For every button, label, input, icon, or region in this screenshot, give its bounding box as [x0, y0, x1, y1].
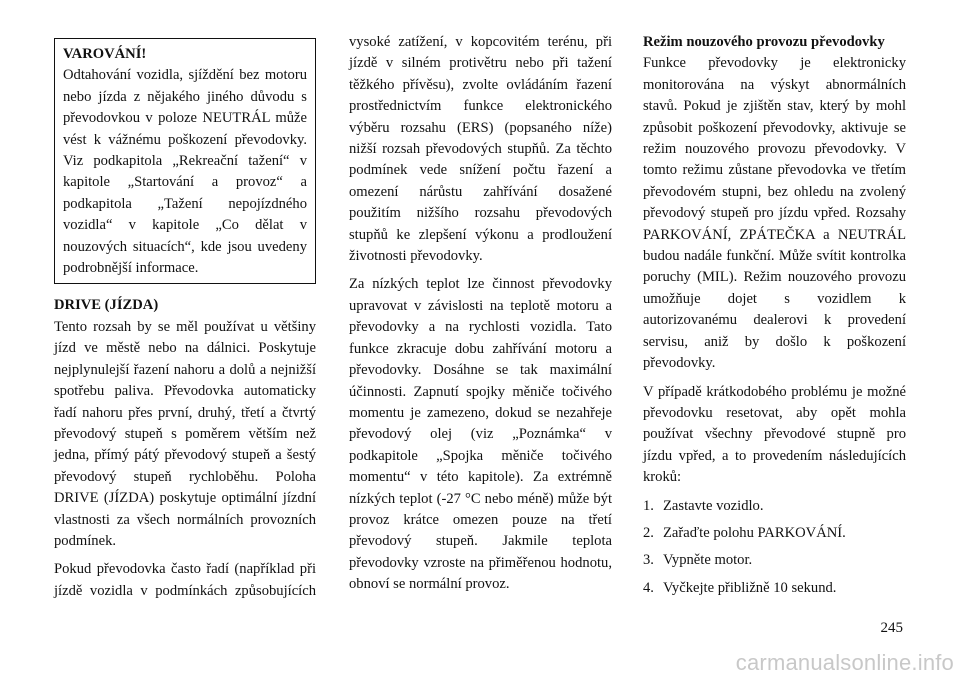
reset-steps-list	[643, 496, 906, 600]
list-item: 1. Zastavte vozidlo.	[643, 497, 764, 514]
limp-paragraph-1: Funkce převodovky je elektronicky monitorována na výskyt abnormálních stavů. Pokud je zjištěn stav, který by mohl způsobit poškození převodovky, aktivuje se režim nouzového provozu převodovky. V tomto režimu zůstane převodovka ve třetím převodovém stupni, bez ohledu na zvolený převodový stupeň pro jízdu vpřed. Rozsahy PARKOVÁNÍ, ZPÁTEČKA a NEUTRÁL budou nadále funkční. Může svítit kontrolka poruchy (MIL). Režim nouzového provozu umožňuje dojet s vozidlem k autorizovanému dealerovi k provedení servisu, aniž by došlo k poškození převodovky.	[643, 55, 906, 372]
column-right	[643, 32, 906, 605]
drive-heading: DRIVE (JÍZDA)	[54, 297, 159, 314]
column-left	[54, 32, 316, 609]
warning-text: Odtahování vozidla, sjíždění bez motoru nebo jízda z nějakého jiného důvodu s převodovkou v poloze NEUTRÁL může vést k vážnému poškození převodovky. Viz podkapitola „Rekreační tažení“ v kapitole „Startování a provoz“ a podkapitola „Tažení nepojízdného vozidla“ v kapitole „Co dělat v nouzových situacích“, kde jsou uvedeny podrobnější informace.	[63, 67, 307, 277]
limp-paragraph-2: V případě krátkodobého problému je možné převodovku resetovat, aby opět mohla používat všechny převodové stupně pro jízdu vpřed, a to provedením následujících kroků:	[643, 383, 906, 486]
warning-box	[54, 38, 316, 284]
watermark: carmanualsonline.info	[735, 650, 954, 675]
drive-paragraph-2: Pokud převodovka často řadí (například při jízdě vozidla v podmínkách způsobujících	[54, 561, 316, 599]
drive-paragraph-3: Za nízkých teplot lze činnost převodovky upravovat v závislosti na teplotě motoru a převodovky a na rychlosti vozidla. Tato funkce zkracuje dobu zahřívání motoru a převodovky. Dosáhne se tak maximální účinnosti. Zapnutí spojky měniče točivého momentu je zamezeno, dokud se nezahřeje převodový olej (viz „Poznámka“ v podkapitole „Spojka měniče točivého momentu“ v této kapitole). Za extrémně nízkých teplot (-27 °C nebo méně) může být provoz krátce omezen pouze na třetí převodový stupeň. Jakmile teplota převodovky vzroste na přiměřenou hodnotu, obnoví se normální provoz.	[349, 276, 612, 593]
page-number: 245	[880, 620, 903, 636]
list-item: 4. Vyčkejte přibližně 10 sekund.	[643, 579, 837, 596]
list-item: 2. Zařaďte polohu PARKOVÁNÍ.	[643, 524, 846, 541]
drive-paragraph-2-continued: vysoké zatížení, v kopcovitém terénu, při jízdě v silném protivětru nebo při tažení těžkého přívěsu), zvolte ovládáním řazení prostřednictvím funkce elektronického výběru rozsahu (ERS) (popsaného níže) nižší rozsah převodových stupňů. Za těchto podmínek vede snížení počtu řazení a omezení nárůstu zahřívání dosažené použitím nižšího rozsahu převodových stupňů ke zlepšení výkonu a prodloužení životnosti převodovky.	[349, 34, 612, 265]
column-middle	[349, 32, 612, 603]
limp-heading: Režim nouzového provozu převodovky	[643, 34, 885, 50]
drive-paragraph-1: Tento rozsah by se měl používat u většiny jízd ve městě nebo na dálnici. Poskytuje nejplynulejší řazení nahoru a dolů a nejnižší spotřebu paliva. Převodovka automaticky řadí nahoru přes první, druhý, třetí a čtvrtý převodový stupeň s poměrem větším než jedna, přímý pátý převodový stupeň a šestý převodový stupeň rychloběhu. Poloha DRIVE (JÍZDA) poskytuje optimální jízdní vlastnosti za všech normálních provozních podmínek.	[54, 318, 316, 549]
warning-title: VAROVÁNÍ!	[63, 46, 147, 62]
list-item: 3. Vypněte motor.	[643, 552, 753, 569]
